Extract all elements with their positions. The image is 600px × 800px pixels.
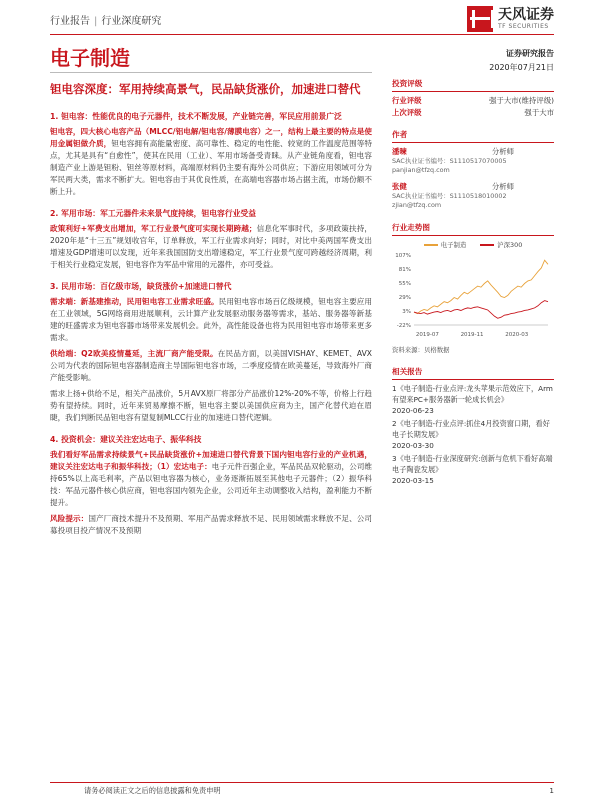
related-report-date: 2020-03-30 (392, 441, 434, 450)
x-tick-label: 2019-07 (415, 332, 439, 338)
paragraph-lead: 钽电容，四大核心电容产品（MLCC/铝电解/钽电容/薄膜电容）之一，结构上最主要的特点是使用金属钽做介质， (50, 127, 372, 148)
section-heading: 2. 军用市场：军工元器件未来景气度持续，钽电容行业受益 (50, 209, 257, 218)
report-category: 行业报告 (50, 16, 90, 27)
paragraph-text: 需求上扬+供给不足，相关产品涨价，5月AVX原厂将部分产品涨价12%-20%不等，价格上行趋势有望持续。同时，近年来贸易摩擦不断，钽电容主要以美国供应商为主，国产化替代迫在眉睫，我们判断民品钽电容有望复制MLCC行业的加速进口替代逻辑。 (50, 389, 372, 422)
author-email[interactable]: panjian@tfzq.com (392, 166, 450, 174)
header-separator: | (94, 16, 98, 27)
paragraph-lead: 政策利好+军费支出增加，军工行业景气度可实现长期跨越； (50, 224, 257, 233)
sector-title: 电子制造 (50, 46, 130, 70)
sidebar (392, 78, 554, 488)
report-title: 钽电容深度：军用持续高景气，民品缺货涨价，加速进口替代 (50, 82, 361, 96)
section-paragraph (50, 126, 372, 198)
logo-mark-icon (467, 6, 493, 32)
paragraph-text: 在民品方面，以美国VISHAY、KEMET、AVX公司为代表的国际钽电容器制造商主导国际钽电容市场，二季度疫情在欧美蔓延，导致海外厂商产能受影响。 (50, 349, 372, 382)
logo-name-cn: 天风证券 (498, 7, 554, 23)
rating-row (392, 95, 554, 107)
related-report-title: 1《电子制造-行业点评:龙头苹果示范效应下，Arm有望来PC+服务器新一轮成长机会》 (392, 384, 553, 404)
page-number: 1 (549, 786, 554, 795)
paragraph-text: 民用钽电容市场百亿级规模，钽电容主要应用在工业领域，5G网络商用进展顺利，云计算产业发展驱动服务器等需求，基站、服务器等新基建的旺盛需求为钽电容器市场带来发展机会。此外，高性能设备也将为民用钽电容市场带来更多需求。 (50, 297, 372, 342)
section-paragraph (50, 449, 372, 509)
main-content (50, 82, 372, 547)
chart-svg (392, 251, 554, 339)
report-section (50, 111, 372, 198)
paragraph-text: 钽电容拥有高能量密度、高可靠性、稳定的电性能、较宽的工作温度范围等特点，尤其是具有“自愈性”，使其在民用（工业）、军用市场备受青睐。从产业链角度看，钽电容制造产业上游是钽粉、钽丝等原材料，高端原材料仍主要有海外公司供应；下游应用领域可分为军民两大类，需求不断扩大。钽电容由于其优良性质，在高端电容器市场占据主流，市场份额不断上升。 (50, 139, 373, 196)
section-paragraph (50, 223, 372, 271)
legend-swatch (424, 244, 438, 246)
paragraph-text: 电子元件百强企业，军品民品双轮驱动，公司维持65%以上高毛利率，产品以钽电容器为核心，业务逐渐拓展至其他电子元器件；（2）振华科技：军品元器件核心供应商，钽电容国内领先企业，公司近年主动调整收入结构，盈利能力不断提升。 (50, 462, 372, 507)
section-paragraph (50, 348, 372, 384)
section-heading: 3. 民用市场：百亿级市场，缺货涨价+加速进口替代 (50, 282, 232, 291)
rating-label: 行业评级 (392, 96, 422, 105)
report-header (50, 12, 161, 27)
paragraph-lead: 供给端：Q2欧美疫情蔓延，主流厂商产能受限。 (50, 349, 218, 358)
y-tick-label: 107% (395, 253, 411, 259)
author-block (392, 146, 554, 175)
report-subcategory: 行业深度研究 (101, 16, 162, 27)
paragraph-lead: 我们看好军品需求持续景气+民品缺货涨价+加速进口替代背景下国内钽电容行业的产业机遇，建议关注宏达电子和振华科技；（1）宏达电子： (50, 450, 372, 471)
series-line-electronics (414, 260, 548, 313)
related-report-title: 3《电子制造-行业深度研究:创新与危机下看好高端电子陶瓷发展》 (392, 454, 553, 474)
rating-value: 强于大市(维持评级) (489, 96, 554, 105)
rating-value: 强于大市 (524, 108, 554, 117)
paragraph-lead: 需求端：新基建推动，民用钽电容工业需求旺盛。 (50, 297, 219, 306)
author-email[interactable]: zjian@tfzq.com (392, 201, 442, 209)
related-report-date: 2020-03-15 (392, 476, 434, 485)
paragraph-lead: 风险提示： (50, 514, 89, 523)
y-tick-label: 3% (402, 309, 411, 315)
page-footer (50, 782, 554, 796)
author-block (392, 181, 554, 210)
section-paragraph (50, 296, 372, 344)
chart-source: 资料来源：贝格数据 (392, 346, 450, 354)
related-report-date: 2020-06-23 (392, 406, 434, 415)
report-section (50, 281, 372, 424)
author-heading: 作者 (392, 129, 554, 143)
sections-container (50, 111, 372, 537)
y-tick-label: 29% (398, 295, 411, 301)
related-report-title: 2《电子制造-行业点评:抓住4月投资窗口期，看好电子长期发展》 (392, 419, 550, 439)
legend-swatch (480, 244, 494, 246)
series-line-csi300 (414, 301, 548, 319)
author-role: 分析师 (491, 147, 514, 156)
report-date: 2020年07月21日 (489, 63, 554, 72)
chart-heading: 行业走势图 (392, 222, 554, 236)
author-cert: SAC执业证书编号：S1110517070005 (392, 157, 507, 165)
x-tick-label: 2019-11 (460, 332, 484, 338)
legend-item (480, 240, 522, 249)
author-name: 张健 (392, 182, 407, 191)
section-heading: 4. 投资机会：建议关注宏达电子、振华科技 (50, 435, 202, 444)
y-tick-label: 55% (398, 281, 411, 287)
related-report-item[interactable] (392, 453, 554, 486)
report-type: 证券研究报告 (506, 49, 554, 58)
y-tick-label: -22% (396, 323, 411, 329)
related-report-item[interactable] (392, 418, 554, 451)
paragraph-text: 国产厂商技术提升不及预期、军用产品需求释放不足、民用领域需求释放不足、公司募投项目投产情况不及预期 (50, 514, 372, 535)
logo-name-en: TF SECURITIES (498, 23, 549, 30)
author-name: 潘暕 (392, 147, 407, 156)
rating-heading: 投资评级 (392, 78, 554, 92)
sector-rule (50, 72, 372, 73)
section-paragraph (50, 388, 372, 424)
related-reports (392, 383, 554, 486)
author-cert: SAC执业证书编号：S1110518010002 (392, 192, 507, 200)
author-role: 分析师 (491, 182, 514, 191)
header-rule (50, 34, 554, 35)
company-logo (467, 6, 554, 32)
section-heading: 1. 钽电容：性能优良的电子元器件，技术不断发展，产业链完善，军民应用前景广泛 (50, 112, 342, 121)
report-section (50, 208, 372, 271)
legend-item (424, 240, 467, 249)
legend-label: 电子制造 (440, 241, 467, 249)
y-tick-label: 81% (398, 267, 411, 273)
chart-legend (392, 240, 554, 249)
section-paragraph (50, 513, 372, 537)
report-section (50, 434, 372, 537)
paragraph-text: 信息化军事时代，多项政策扶持，2020年是“十三五”规划收官年，订单释放，军工行业需求向好；同时，对比中美两国军费支出增速及GDP增速可以发现，近年来我国国防支出增速稳定，军工行业景气度可跨越经济周期，利于相关行业稳定发展，钽电容作为军品中常用的元器件，亦可受益。 (50, 224, 372, 269)
trend-chart (392, 240, 554, 341)
legend-label: 沪深300 (497, 241, 523, 249)
rating-row (392, 107, 554, 119)
rating-label: 上次评级 (392, 108, 422, 117)
x-tick-label: 2020-03 (505, 332, 529, 338)
related-report-item[interactable] (392, 383, 554, 416)
footer-disclaimer: 请务必阅读正文之后的信息披露和免责申明 (84, 786, 221, 795)
related-heading: 相关报告 (392, 366, 554, 380)
